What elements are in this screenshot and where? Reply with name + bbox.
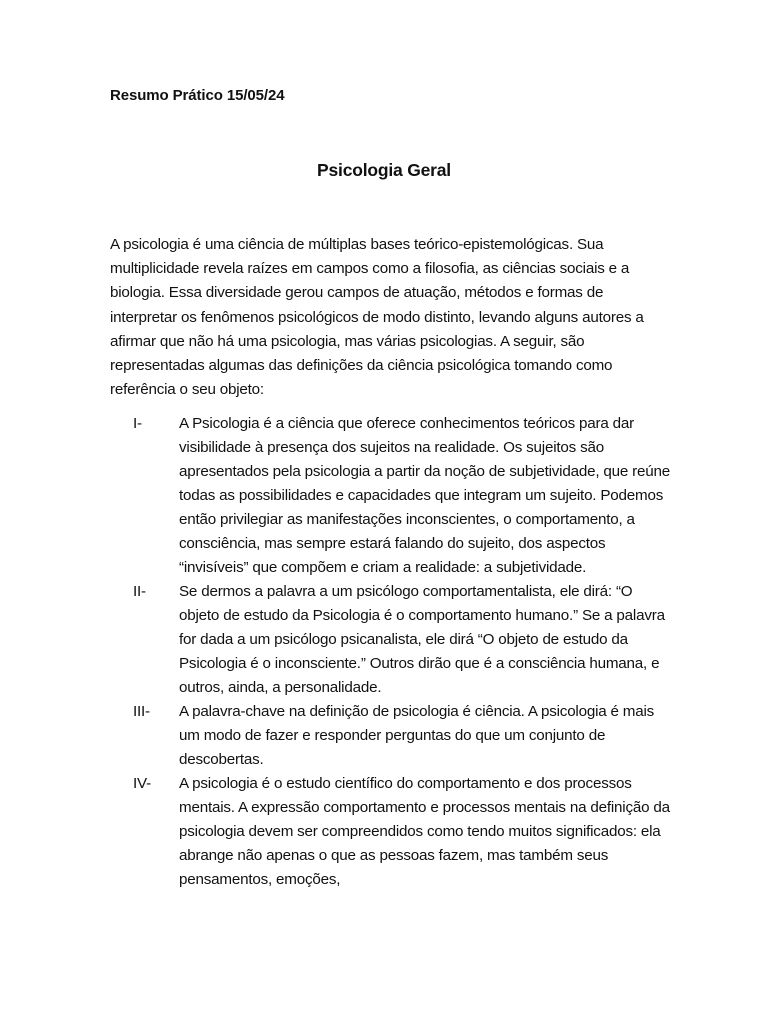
list-item-text: A palavra-chave na definição de psicologia é ciência. A psicologia é mais um modo de fazer e responder perguntas do que um conjunto de descobertas.	[179, 703, 655, 768]
intro-paragraph: A psicologia é uma ciência de múltiplas bases teórico-epistemológicas. Sua multiplicidade revela raízes em campos como a filosofia, as ciências sociais e a biologia. Essa diversidade gerou campos de atuação, métodos e formas de interpretar os fenômenos psicológicos de modo distinto, levando alguns autores a afirmar que não há uma psicologia, mas várias psicologias. A seguir, são representadas algumas das definições da ciência psicológica tomando como referência o seu objeto:	[110, 236, 644, 399]
list-item	[110, 412, 670, 580]
list-item	[110, 700, 670, 772]
list-marker: II-	[133, 583, 146, 600]
list-item	[110, 580, 670, 700]
document-header: Resumo Prático 15/05/24	[110, 87, 285, 104]
list-item-text: A psicologia é o estudo científico do comportamento e dos processos mentais. A expressão comportamento e processos mentais na definição da psicologia devem ser compreendidos como tendo muitos significados: ela abrange não apenas o que as pessoas fazem, mas também seus pensamentos, emoções,	[179, 775, 670, 888]
list-marker: III-	[133, 703, 150, 720]
list-item-text: A Psicologia é a ciência que oferece conhecimentos teóricos para dar visibilidade à presença dos sujeitos na realidade. Os sujeitos são apresentados pela psicologia a partir da noção de subjetividade, que reúne todas as possibilidades e capacidades que integram um sujeito. Podemos então privilegiar as manifestações inconscientes, o comportamento, a consciência, mas sempre estará falando do sujeito, dos aspectos “invisíveis” que compõem e criam a realidade: a subjetividade.	[179, 415, 670, 576]
document-title: Psicologia Geral	[317, 160, 451, 180]
list-marker: I-	[133, 415, 142, 432]
list-marker: IV-	[133, 775, 151, 792]
definitions-list	[110, 412, 670, 892]
list-item	[110, 772, 670, 892]
list-item-text: Se dermos a palavra a um psicólogo comportamentalista, ele dirá: “O objeto de estudo da Psicologia é o comportamento humano.” Se a palavra for dada a um psicólogo psicanalista, ele dirá “O objeto de estudo da Psicologia é o inconsciente.” Outros dirão que é a consciência humana, e outros, ainda, a personalidade.	[179, 583, 665, 696]
